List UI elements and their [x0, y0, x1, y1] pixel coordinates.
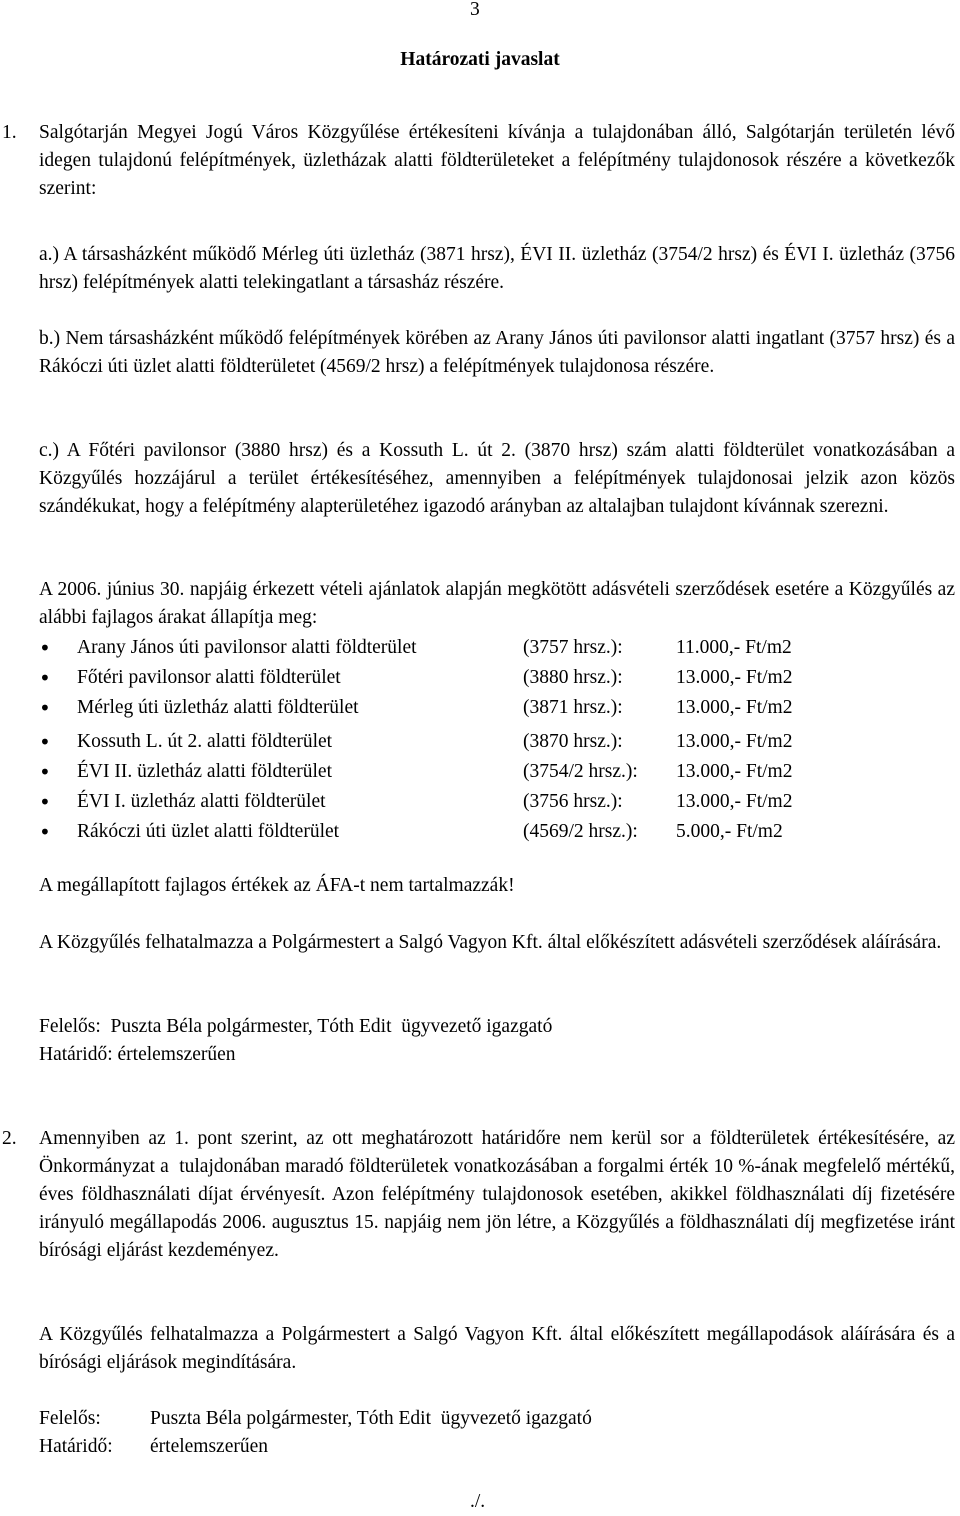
- item-1-deadline: Határidő: értelemszerűen: [39, 1044, 236, 1065]
- prices-intro: A 2006. június 30. napjáig érkezett vételi ajánlatok alapján megkötött adásvételi szerződések esetére a Közgyűlés az alábbi fajlagos árakat állapítja meg:: [39, 579, 955, 628]
- price-row: [39, 694, 939, 724]
- price-row: [39, 788, 939, 818]
- price-row-hrsz: (4569/2 hrsz.):: [523, 821, 638, 842]
- price-row-price: 13.000,- Ft/m2: [676, 697, 793, 718]
- vat-note: A megállapított fajlagos értékek az ÁFA-t nem tartalmazzák!: [39, 875, 515, 896]
- price-row-hrsz: (3871 hrsz.):: [523, 697, 623, 718]
- price-row-price: 13.000,- Ft/m2: [676, 667, 793, 688]
- price-row: [39, 728, 939, 758]
- item-1-authorization: A Közgyűlés felhatalmazza a Polgármestert a Salgó Vagyon Kft. által előkészített adásvételi szerződések aláírására.: [39, 932, 942, 953]
- item-2-text: Amennyiben az 1. pont szerint, az ott meghatározott határidőre nem kerül sor a földterületek értékesítésére, az Önkormányzat a tulajdonában maradó földterületek vonatkozásában a forgalmi érték 10 %-ának megfelelő mértékű, éves földhasználati díjat érvényesít. Azon felépítmény tulajdonosok esetében, akikkel földhasználati díj fizetésére irányuló megállapodás 2006. augusztus 15. napjáig nem jön létre, a Közgyűlés a földhasználati díj megfizetése iránt bírósági eljárást kezdeményez.: [39, 1128, 960, 1261]
- price-row: [39, 664, 939, 694]
- price-row: [39, 634, 939, 664]
- bullet-icon: [39, 758, 51, 788]
- bullet-icon: [39, 728, 51, 758]
- item-1-point-a: a.) A társasházként működő Mérleg úti üzletház (3871 hrsz), ÉVI II. üzletház (3754/2 hrsz) és ÉVI I. üzletház (3756 hrsz) felépítmények alatti telekingatlant a társasház részére.: [39, 244, 955, 293]
- bullet-icon: [39, 788, 51, 818]
- price-row-price: 5.000,- Ft/m2: [676, 821, 783, 842]
- item-2-authorization: A Közgyűlés felhatalmazza a Polgármestert a Salgó Vagyon Kft. által előkészített megállapodások aláírására és a bírósági eljárások megindítására.: [39, 1324, 955, 1373]
- price-row-name: Arany János úti pavilonsor alatti földterület: [77, 637, 417, 658]
- item-2-deadline: [39, 1433, 939, 1461]
- bullet-icon: [39, 694, 51, 724]
- price-row-hrsz: (3754/2 hrsz.):: [523, 761, 638, 782]
- price-row-price: 13.000,- Ft/m2: [676, 791, 793, 812]
- price-row-hrsz: (3757 hrsz.):: [523, 637, 623, 658]
- deadline-value: értelemszerűen: [150, 1436, 269, 1457]
- price-row-name: ÉVI I. üzletház alatti földterület: [77, 791, 326, 812]
- price-row-name: Rákóczi úti üzlet alatti földterület: [77, 821, 340, 842]
- price-row-price: 13.000,- Ft/m2: [676, 731, 793, 752]
- item-2-number: 2.: [2, 1128, 17, 1149]
- item-1-point-b: b.) Nem társasházként működő felépítmények körében az Arany János úti pavilonsor alatti ingatlant (3757 hrsz) és a Rákóczi úti üzlet alatti földterületet (4569/2 hrsz) a felépítmények tulajdonosa részére.: [39, 328, 955, 377]
- item-1-responsible: Felelős: Puszta Béla polgármester, Tóth Edit ügyvezető igazgató: [39, 1016, 553, 1037]
- responsible-value: Puszta Béla polgármester, Tóth Edit ügyvezető igazgató: [150, 1408, 592, 1429]
- bullet-icon: [39, 634, 51, 664]
- item-1-number: 1.: [2, 122, 17, 143]
- item-1-point-c: c.) A Főtéri pavilonsor (3880 hrsz) és a Kossuth L. út 2. (3870 hrsz) szám alatti földterület vonatkozásában a Közgyűlés hozzájárul a terület értékesítéséhez, amennyiben a felépítmények tulajdonosai jelzik azon közös szándékukat, hogy a felépítmény alapterületéhez igazodó arányban az altalajban tulajdont kívánnak szerezni.: [39, 440, 955, 517]
- price-row-hrsz: (3756 hrsz.):: [523, 791, 623, 812]
- deadline-label: Határidő:: [39, 1436, 113, 1457]
- responsible-label: Felelős:: [39, 1408, 101, 1429]
- price-row-name: ÉVI II. üzletház alatti földterület: [77, 761, 333, 782]
- item-2-responsible: [39, 1405, 939, 1433]
- price-row-name: Mérleg úti üzletház alatti földterület: [77, 697, 359, 718]
- price-row: [39, 758, 939, 788]
- price-row-price: 13.000,- Ft/m2: [676, 761, 793, 782]
- bullet-icon: [39, 664, 51, 694]
- item-1-intro: Salgótarján Megyei Jogú Város Közgyűlése értékesíteni kívánja a tulajdonában álló, Salgótarján területén lévő idegen tulajdonú felépítmények, üzletházak alatti földterületeket a felépítmény tulajdonosok részére a következők szerint:: [39, 122, 955, 199]
- price-row-hrsz: (3880 hrsz.):: [523, 667, 623, 688]
- price-row: [39, 818, 939, 848]
- bullet-icon: [39, 818, 51, 848]
- document-heading: Határozati javaslat: [400, 49, 560, 70]
- price-row-name: Főtéri pavilonsor alatti földterület: [77, 667, 341, 688]
- price-row-hrsz: (3870 hrsz.):: [523, 731, 623, 752]
- price-row-name: Kossuth L. út 2. alatti földterület: [77, 731, 333, 752]
- price-row-price: 11.000,- Ft/m2: [676, 637, 792, 658]
